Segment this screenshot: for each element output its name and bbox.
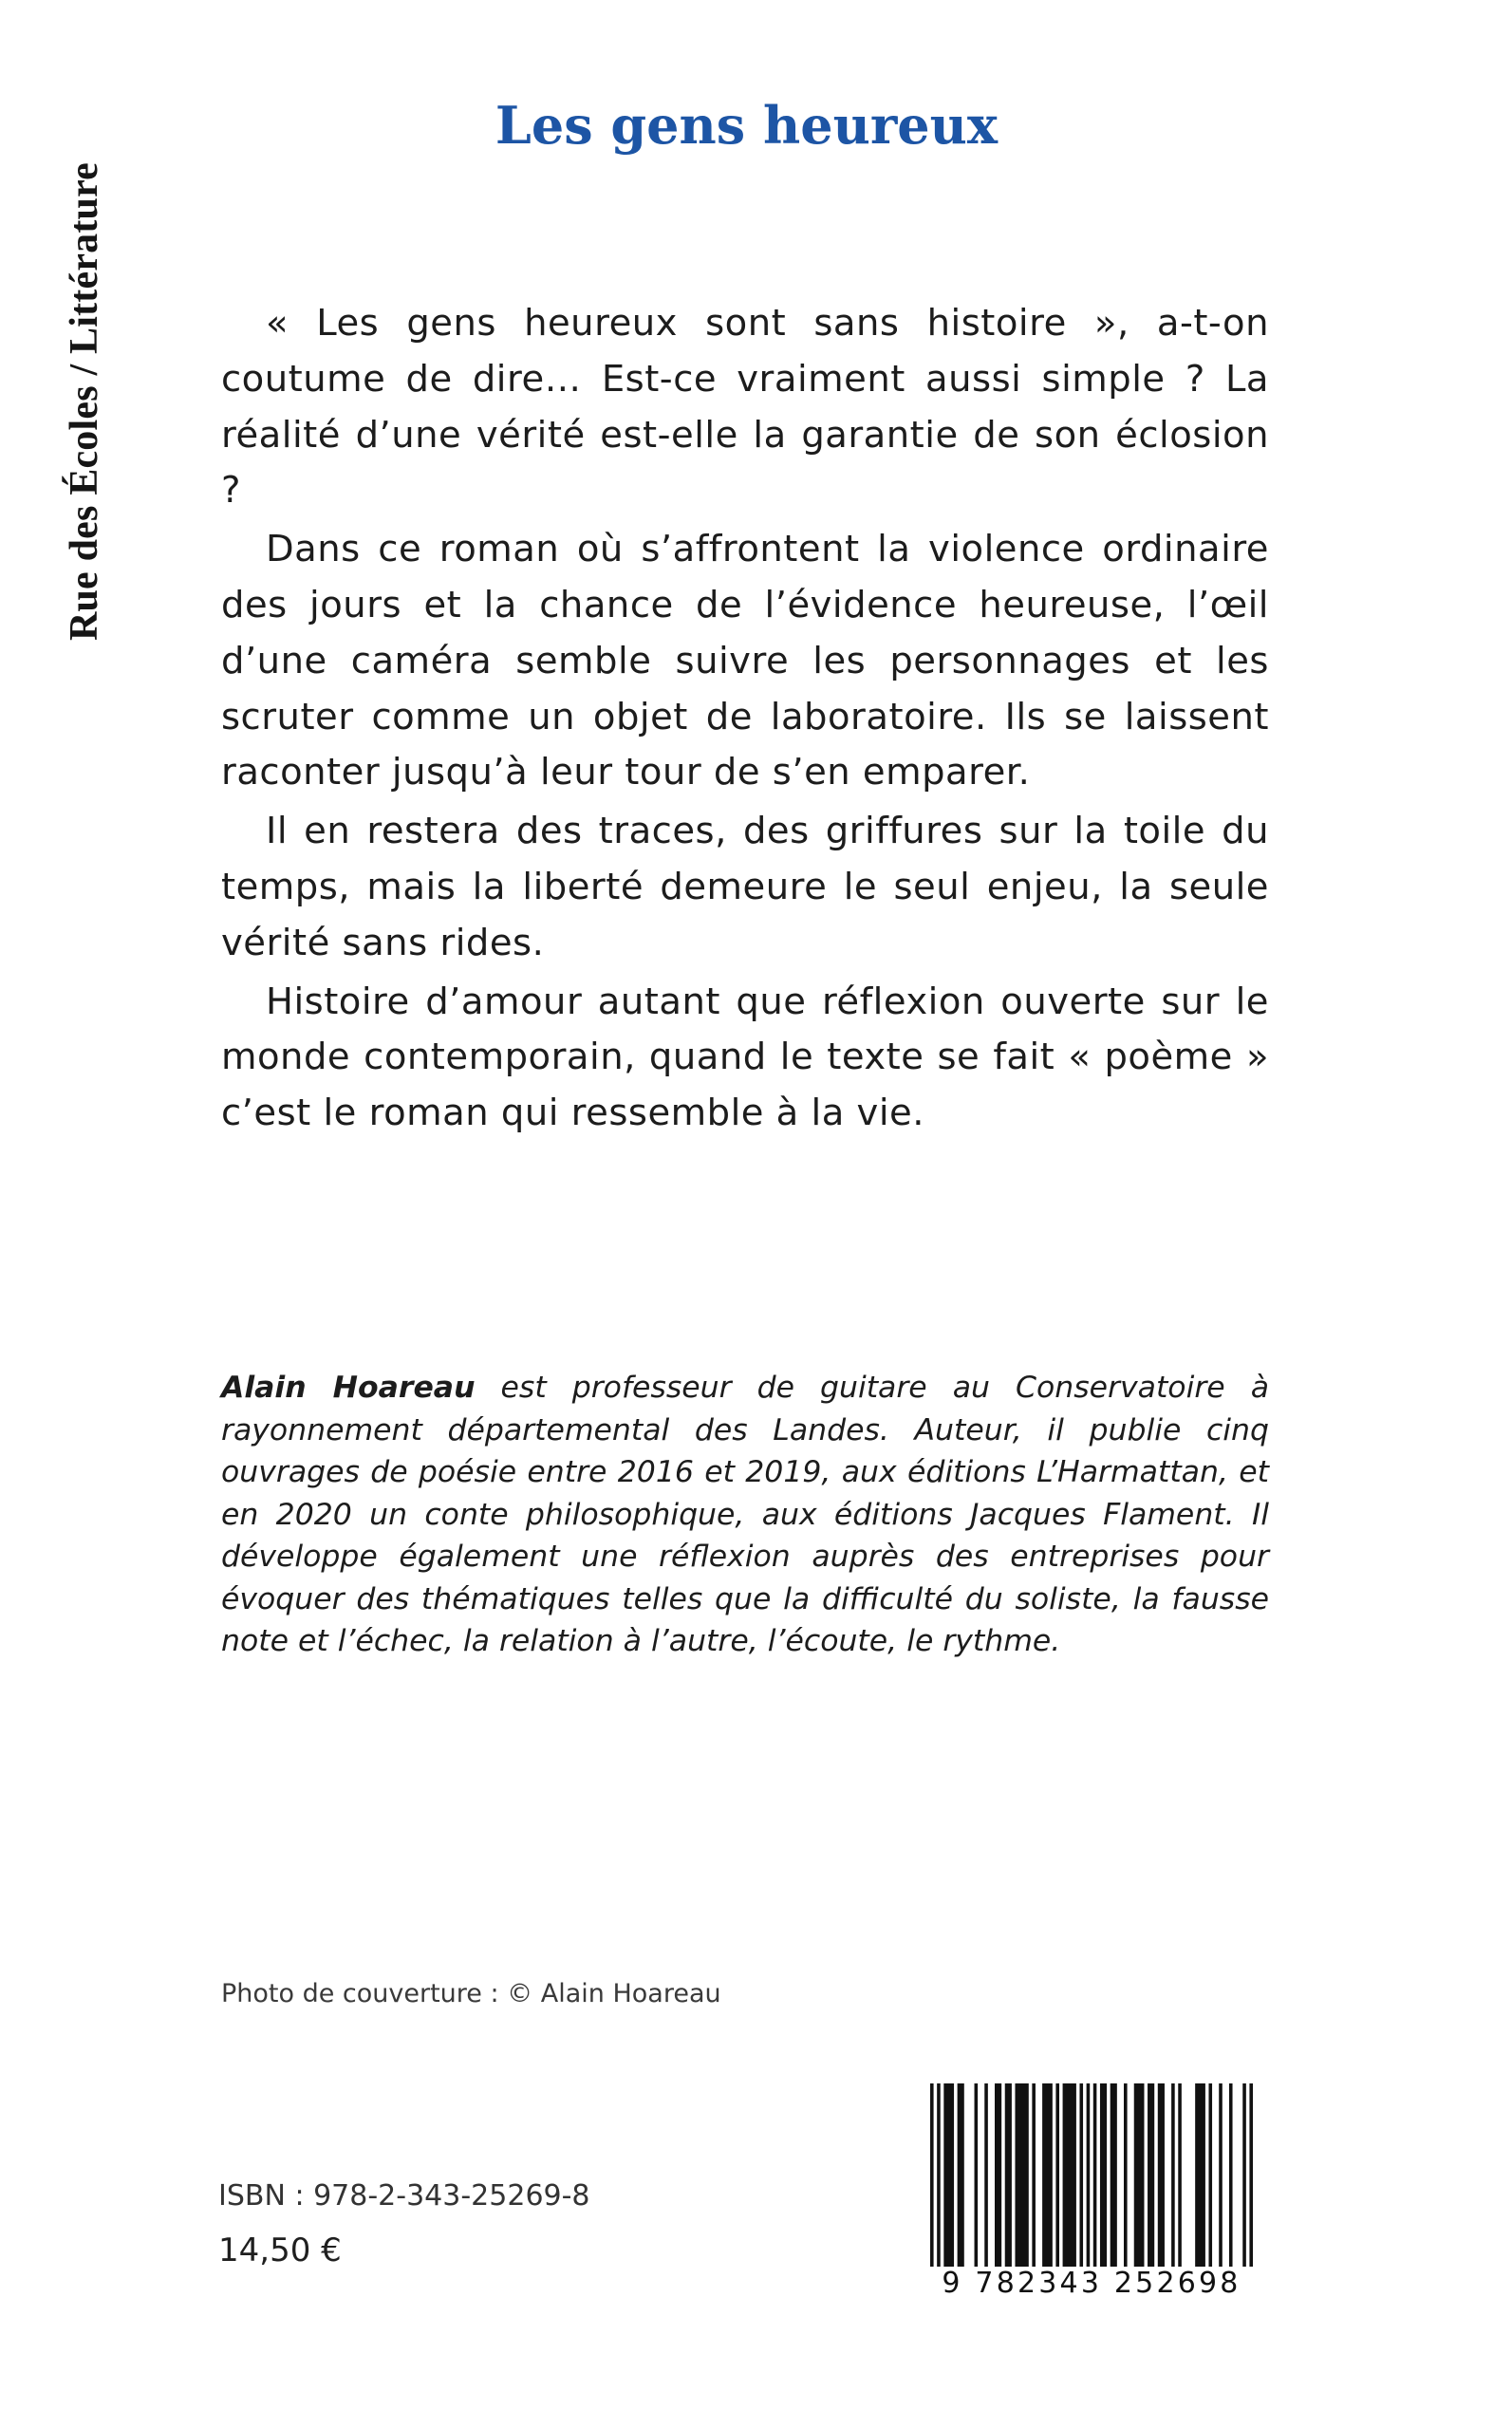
barcode-bar-21	[1158, 2083, 1165, 2273]
price: 14,50 €	[218, 2232, 342, 2269]
barcode-bar-1	[937, 2083, 941, 2273]
barcode-bar-8	[1015, 2083, 1028, 2273]
barcode-bar-13	[1079, 2083, 1083, 2273]
barcode-bar-29	[1249, 2083, 1253, 2273]
barcode-bar-20	[1148, 2083, 1154, 2273]
barcode-bar-16	[1100, 2083, 1107, 2273]
barcode-bar-11	[1055, 2083, 1059, 2273]
spine-collection-label	[40, 109, 130, 693]
blurb-paragraph-1: « Les gens heureux sont sans histoire », a-t-on coutume de dire… Est-ce vraiment aussi simple ? La réalité d’une vérité est-elle la garantie de son éclosion ?	[221, 302, 1269, 513]
barcode-bar-5	[984, 2083, 988, 2273]
barcode-bars	[930, 2083, 1253, 2273]
barcode-bar-15	[1093, 2083, 1097, 2273]
barcode-bar-27	[1229, 2083, 1233, 2273]
isbn-number: ISBN : 978-2-343-25269-8	[218, 2179, 590, 2213]
barcode-bar-25	[1208, 2083, 1212, 2273]
barcode-bar-9	[1032, 2083, 1036, 2273]
barcode	[930, 2083, 1253, 2300]
photo-credit: Photo de couverture : © Alain Hoareau	[221, 1979, 721, 2008]
barcode-bar-24	[1195, 2083, 1205, 2273]
collection-name: Rue des Écoles / Littérature	[63, 161, 107, 641]
barcode-bar-26	[1219, 2083, 1223, 2273]
back-cover-blurb	[221, 296, 1269, 1145]
barcode-bar-6	[995, 2083, 1001, 2273]
blurb-paragraph-3: Il en restera des traces, des griffures sur la toile du temps, mais la liberté demeure le seul enjeu, la seule vérité sans rides.	[221, 810, 1269, 964]
barcode-bar-0	[930, 2083, 934, 2273]
author-bio-text: est professeur de guitare au Conservatoire à rayonnement départemental des Landes. Auteur, il publie cinq ouvrages de poésie entre 2016 et 2019, aux éditions L’Harmattan, et en 2020 un conte philosophique, aux éditions Jacques Flament. Il développe également une réflexion auprès des entreprises pour évoquer des thématiques telles que la difficulté du soliste, la fausse note et l’échec, la relation à l’autre, l’écoute, le rythme.	[221, 1371, 1269, 1658]
blurb-paragraph-2: Dans ce roman où s’affrontent la violence ordinaire des jours et la chance de l’évidence heureuse, l’œil d’une caméra semble suivre les personnages et les scruter comme un objet de laboratoire. Ils se laissent raconter jusqu’à leur tour de s’en emparer.	[221, 528, 1269, 794]
barcode-bar-19	[1134, 2083, 1145, 2273]
barcode-bar-4	[975, 2083, 979, 2273]
author-bio	[221, 1367, 1269, 1663]
barcode-bar-22	[1171, 2083, 1175, 2273]
barcode-bar-10	[1042, 2083, 1053, 2273]
barcode-bar-14	[1087, 2083, 1091, 2273]
book-title-text: Les gens heureux	[495, 95, 999, 156]
author-name: Alain Hoareau	[221, 1371, 476, 1405]
book-title	[0, 95, 1512, 156]
barcode-bar-23	[1178, 2083, 1182, 2273]
barcode-bar-7	[1005, 2083, 1012, 2273]
barcode-bar-3	[958, 2083, 964, 2273]
barcode-bar-28	[1242, 2083, 1246, 2273]
barcode-digits: 9 782343 252698	[930, 2267, 1253, 2301]
blurb-paragraph-4: Histoire d’amour autant que réflexion ouverte sur le monde contemporain, quand le texte se fait « poème » c’est le roman qui ressemble à la vie.	[221, 980, 1269, 1135]
barcode-bar-2	[943, 2083, 954, 2273]
barcode-bar-18	[1124, 2083, 1128, 2273]
barcode-bar-17	[1111, 2083, 1117, 2273]
barcode-bar-12	[1063, 2083, 1076, 2273]
